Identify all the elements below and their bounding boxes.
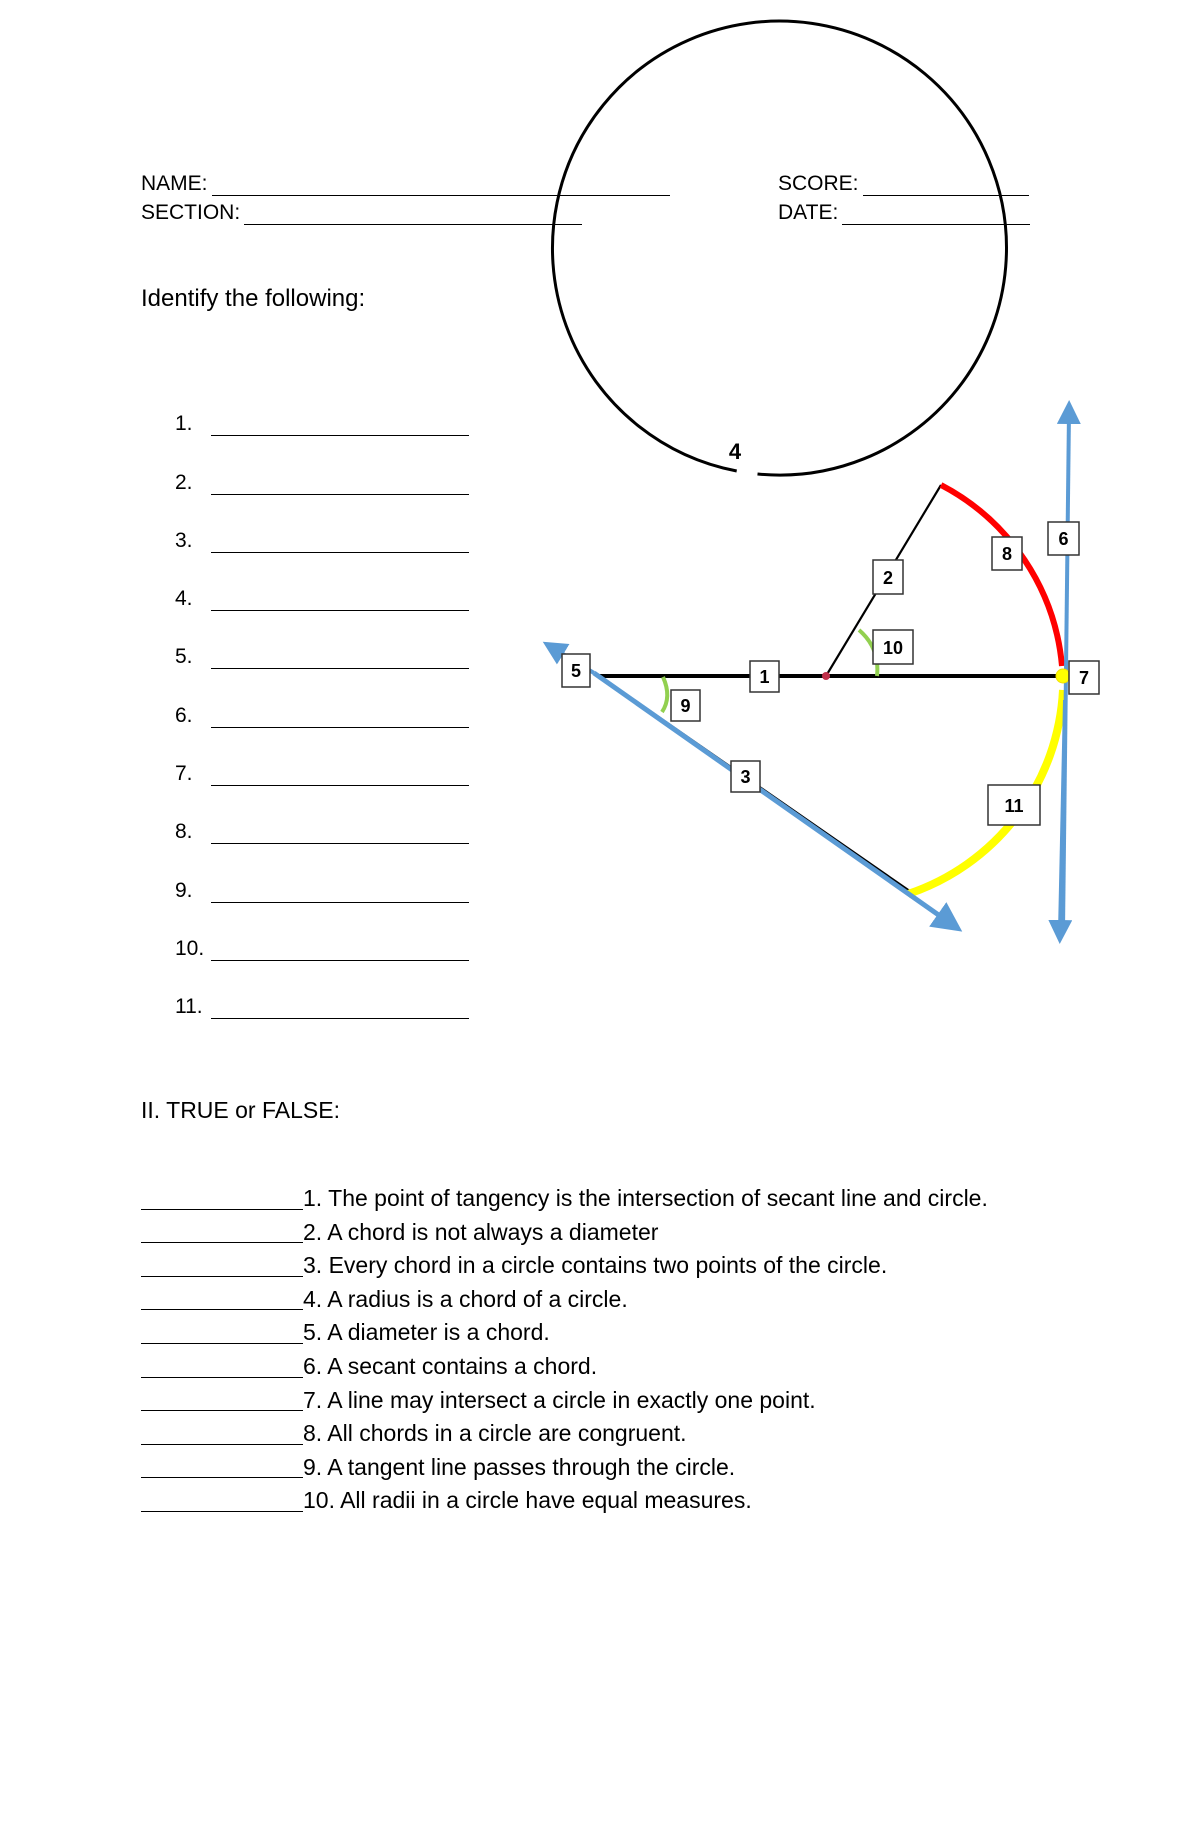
svg-text:1: 1	[759, 667, 770, 687]
item-number: 11.	[175, 995, 203, 1019]
svg-text:5: 5	[570, 661, 582, 681]
statement-text: 5. A diameter is a chord.	[303, 1319, 550, 1346]
statement-text: 9. A tangent line passes through the circle.	[303, 1453, 736, 1480]
svg-text:2: 2	[882, 568, 894, 588]
svg-text:3: 3	[740, 767, 751, 787]
tf-item-8	[141, 1417, 988, 1451]
part1-title: Identify the following:	[141, 285, 366, 312]
statement-text: 8. All chords in a circle are congruent.	[303, 1420, 687, 1447]
item-number: 7.	[175, 762, 193, 786]
section-label: SECTION:	[141, 201, 241, 224]
center-point	[822, 672, 830, 680]
item-number: 1.	[175, 412, 193, 436]
item-number: 5.	[175, 645, 193, 669]
svg-text:6: 6	[1058, 529, 1069, 549]
statement-text: 1. The point of tangency is the intersection of secant line and circle.	[303, 1185, 988, 1211]
item-number: 2.	[175, 470, 193, 494]
tf-item-1	[141, 1182, 988, 1216]
label-10	[873, 630, 913, 664]
statement-text: 7. A line may intersect a circle in exactly one point.	[303, 1386, 816, 1413]
label-8	[992, 537, 1022, 570]
red-arc	[941, 485, 1062, 666]
circle-outline	[552, 21, 1006, 475]
svg-text:10: 10	[882, 638, 904, 658]
true-false-list	[141, 1182, 988, 1518]
tf-item-9	[141, 1451, 988, 1485]
answer-blank[interactable]	[141, 1250, 303, 1277]
label-6	[1048, 522, 1079, 555]
statement-text: 3. Every chord in a circle contains two points of the circle.	[303, 1252, 888, 1279]
answer-blank[interactable]	[141, 1216, 303, 1243]
secant-line-lower	[594, 673, 950, 923]
label-5	[562, 654, 590, 687]
statement-text: 2. A chord is not always a diameter	[303, 1218, 659, 1245]
label-4: 4	[728, 439, 742, 464]
svg-text:8: 8	[1001, 544, 1013, 564]
tf-item-6	[141, 1350, 988, 1384]
score-label: SCORE:	[778, 172, 859, 195]
label-11	[988, 785, 1040, 825]
answer-blank[interactable]	[141, 1283, 303, 1310]
name-label: NAME:	[141, 172, 208, 195]
angle-9-arc	[662, 677, 667, 712]
label-2	[873, 560, 903, 594]
item-number: 4.	[175, 587, 193, 611]
label-3	[731, 761, 760, 792]
answer-blank[interactable]	[141, 1384, 303, 1411]
statement-text: 6. A secant contains a chord.	[303, 1352, 598, 1379]
item-number: 3.	[175, 528, 193, 552]
answer-blank[interactable]	[141, 1418, 303, 1445]
statement-text: 10. All radii in a circle have equal measures.	[303, 1487, 752, 1514]
tf-item-5	[141, 1316, 988, 1350]
answer-blank[interactable]	[141, 1485, 303, 1512]
part2-title: II. TRUE or FALSE:	[141, 1097, 340, 1123]
answer-blank[interactable]	[141, 1317, 303, 1344]
tf-item-2	[141, 1216, 988, 1250]
item-number: 10.	[175, 936, 205, 960]
answer-blank[interactable]	[141, 1183, 303, 1210]
svg-text:9: 9	[680, 696, 691, 716]
svg-text:7: 7	[1078, 668, 1090, 688]
answer-blank[interactable]	[141, 1451, 303, 1478]
tf-item-7	[141, 1384, 988, 1418]
tf-item-4	[141, 1283, 988, 1317]
tf-item-10	[141, 1484, 988, 1518]
label-7	[1069, 661, 1099, 694]
item-number: 8.	[175, 820, 193, 844]
tf-item-3	[141, 1249, 988, 1283]
tangency-point	[1056, 669, 1070, 683]
label-9	[671, 690, 700, 721]
statement-text: 4. A radius is a chord of a circle.	[303, 1285, 628, 1312]
label-1	[750, 661, 779, 692]
svg-text:11: 11	[1004, 796, 1024, 816]
answer-blank[interactable]	[141, 1351, 303, 1378]
item-number: 6.	[175, 703, 193, 727]
item-number: 9.	[175, 878, 193, 902]
date-label: DATE:	[778, 201, 839, 224]
